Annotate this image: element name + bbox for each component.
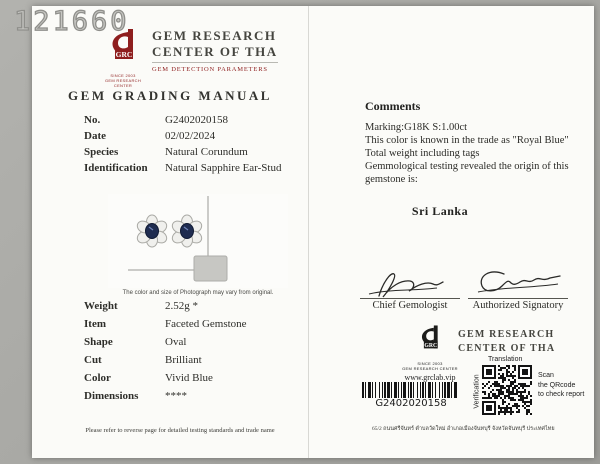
field-value: Brilliant bbox=[165, 354, 202, 366]
reverse-page-note: Please refer to reverse page for detailed testing standards and trade name bbox=[85, 427, 275, 434]
ear-stud-left bbox=[135, 215, 169, 247]
org-name-block bbox=[152, 28, 278, 63]
field-value: 2.52g * bbox=[165, 300, 198, 312]
field-label: Color bbox=[84, 372, 111, 384]
origin-value: Sri Lanka bbox=[411, 204, 469, 218]
table-row bbox=[84, 162, 304, 178]
svg-text:GRC: GRC bbox=[424, 342, 438, 349]
field-value: Faceted Gemstone bbox=[165, 318, 247, 330]
org-subtitle: GEM DETECTION PARAMETERS bbox=[152, 66, 268, 73]
footer-org-name bbox=[458, 328, 555, 356]
table-row bbox=[84, 372, 304, 390]
signature-chief-gemologist bbox=[360, 268, 460, 311]
field-value: Natural Sapphire Ear-Stud bbox=[165, 162, 282, 174]
lab-header bbox=[104, 28, 278, 88]
identification-table bbox=[84, 114, 304, 178]
grc-logo-icon-black bbox=[417, 324, 443, 356]
page-fold-line bbox=[308, 6, 309, 458]
table-row bbox=[84, 130, 304, 146]
field-label: Weight bbox=[84, 300, 118, 312]
field-label: Cut bbox=[84, 354, 102, 366]
website-url: www.grclab.vip bbox=[404, 373, 456, 382]
table-row bbox=[84, 146, 304, 162]
barcode-number: G2402020158 bbox=[362, 398, 460, 409]
comment-line: Marking:G18K S:1.00ct bbox=[365, 122, 468, 133]
table-row bbox=[84, 354, 304, 372]
field-label: Item bbox=[84, 318, 106, 330]
photo-corner-number: 121660 bbox=[14, 6, 130, 37]
qr-note-line: Scan bbox=[538, 372, 554, 379]
table-row bbox=[84, 114, 304, 130]
table-row bbox=[84, 300, 304, 318]
table-row bbox=[84, 390, 304, 408]
field-value: 02/02/2024 bbox=[165, 130, 216, 142]
comment-line: This color is known in the trade as "Royal Blue" bbox=[365, 135, 569, 146]
qr-code-icon bbox=[482, 365, 532, 415]
ear-studs-image bbox=[108, 194, 288, 288]
org-name-line1: GEM RESEARCH bbox=[458, 329, 555, 340]
field-label: Identification bbox=[84, 162, 148, 174]
signature-title: Chief Gemologist bbox=[360, 298, 460, 311]
qr-scan-note bbox=[538, 371, 584, 400]
qr-block bbox=[472, 356, 600, 426]
field-value: **** bbox=[165, 390, 187, 402]
table-row bbox=[84, 318, 304, 336]
field-label: Species bbox=[84, 146, 119, 158]
comments-section bbox=[365, 99, 589, 186]
qr-note-line: the QRcode bbox=[538, 381, 576, 389]
qr-translation-label: Translation bbox=[488, 356, 523, 363]
field-label: Shape bbox=[84, 336, 113, 348]
lab-address: 65/2 ถนนศรีจันทร์ ตำบลวัดใหม่ อำเภอเมืองจันทบุรี จังหวัดจันทบุรี ประเทศไทย bbox=[372, 426, 555, 432]
qr-note-line: to check report bbox=[538, 391, 585, 398]
qr-code bbox=[482, 365, 532, 415]
signature-title: Authorized Signatory bbox=[468, 298, 568, 311]
gem-photograph bbox=[108, 194, 288, 288]
field-label: Date bbox=[84, 130, 106, 142]
barcode bbox=[362, 382, 460, 412]
ear-stud-right bbox=[170, 215, 204, 247]
logo-center-text: GEM RESEARCH CENTER bbox=[402, 366, 458, 371]
logo-center-text: GEM RESEARCH CENTER bbox=[104, 78, 142, 88]
comments-heading: Comments bbox=[365, 99, 421, 113]
field-value: Natural Corundum bbox=[165, 146, 248, 158]
field-label: Dimensions bbox=[84, 390, 139, 402]
price-tag bbox=[194, 256, 227, 281]
svg-text:GRC: GRC bbox=[115, 50, 133, 59]
table-row bbox=[84, 336, 304, 354]
org-name-line1: GEM RESEARCH bbox=[152, 28, 277, 43]
field-label: No. bbox=[84, 114, 101, 126]
org-name-line2: CENTER OF THA bbox=[458, 343, 556, 354]
document-title: GEM GRADING MANUAL bbox=[68, 88, 272, 103]
signature-icon bbox=[470, 266, 566, 300]
certificate-page bbox=[32, 6, 594, 458]
footer-grc-logo bbox=[398, 324, 462, 382]
photo-disclaimer: The color and size of Photograph may vary from original. bbox=[122, 290, 274, 296]
comment-line: Gemmological testing revealed the origin of this gemstone is: bbox=[365, 161, 569, 185]
signature-authorized-signatory bbox=[468, 266, 568, 311]
field-value: G2402020158 bbox=[165, 114, 228, 126]
signature-icon bbox=[365, 268, 455, 300]
logo-since-text: SINCE 2003 bbox=[417, 361, 443, 366]
field-value: Oval bbox=[165, 336, 187, 348]
comment-line: Total weight including tags bbox=[365, 148, 480, 159]
qr-verification-label: Verification bbox=[473, 374, 481, 409]
grading-table bbox=[84, 300, 304, 408]
logo-since-text: SINCE 2003 bbox=[110, 73, 136, 78]
grc-logo bbox=[104, 28, 142, 88]
org-name-line2: CENTER OF THA bbox=[152, 44, 278, 59]
field-value: Vivid Blue bbox=[165, 372, 213, 384]
